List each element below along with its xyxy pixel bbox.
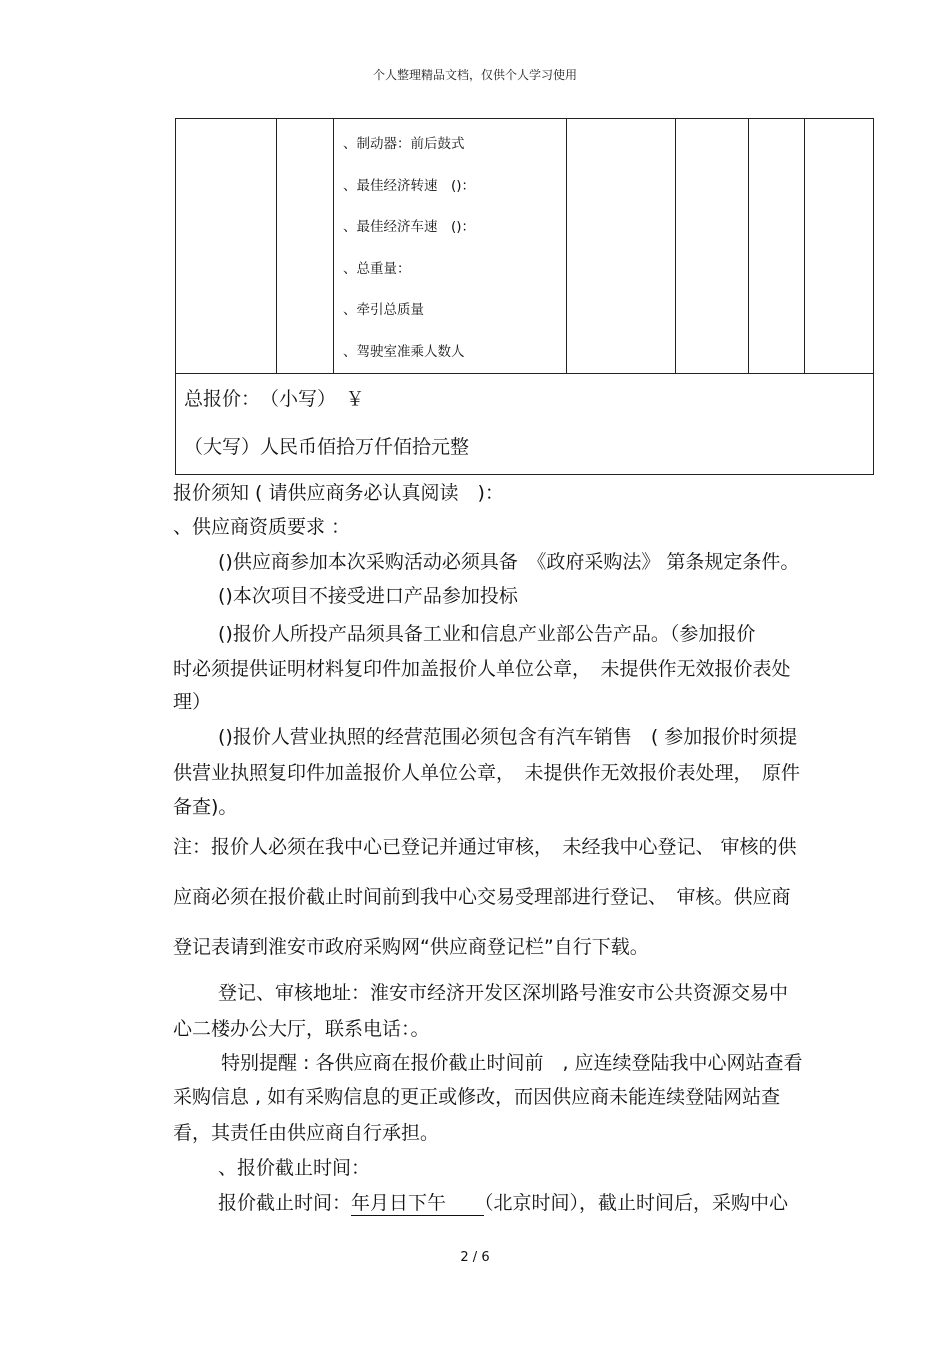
table-cell bbox=[277, 119, 334, 374]
spec-line: 、总重量： bbox=[343, 260, 411, 277]
item3-line: 时必须提供证明材料复印件加盖报价人单位公章， 未提供作无效报价表处 bbox=[173, 658, 791, 680]
spec-row bbox=[176, 119, 874, 374]
page-number: 2 / 6 bbox=[460, 1250, 490, 1265]
table-cell bbox=[676, 119, 749, 374]
total-price-upper: （大写）人民币佰拾万仟佰拾元整 bbox=[184, 436, 470, 458]
spec-line: 、驾驶室准乘人数人 bbox=[343, 343, 465, 360]
table-cell bbox=[567, 119, 676, 374]
note-line: 应商必须在报价截止时间前到我中心交易受理部进行登记、 审核。供应商 bbox=[173, 886, 791, 908]
section2-heading: 、报价截止时间： bbox=[218, 1157, 371, 1179]
total-price-cell bbox=[176, 374, 874, 475]
spec-list bbox=[334, 119, 566, 373]
item3-line: ()报价人所投产品须具备工业和信息产业部公告产品。（参加报价 bbox=[218, 623, 756, 645]
address-line: 心二楼办公大厅，联系电话：。 bbox=[173, 1018, 430, 1040]
deadline-label: 报价截止时间： bbox=[218, 1192, 352, 1214]
note-line: 注：报价人必须在我中心已登记并通过审核， 未经我中心登记、 审核的供 bbox=[173, 836, 797, 858]
table-cell bbox=[176, 119, 277, 374]
item3-line: 理） bbox=[173, 691, 212, 713]
item2-text: ()本次项目不接受进口产品参加投标 bbox=[218, 585, 518, 607]
total-row bbox=[176, 374, 874, 475]
notice-title: 报价须知 ( 请供应商务必认真阅读 )： bbox=[173, 482, 504, 504]
reminder-line: 看，其责任由供应商自行承担。 bbox=[173, 1122, 440, 1144]
spec-line: 、最佳经济转速 ()： bbox=[343, 177, 476, 194]
item1-text: ()供应商参加本次采购活动必须具备 《政府采购法》 第条规定条件。 bbox=[218, 551, 800, 573]
reminder-line: 采购信息 , 如有采购信息的更正或修改，而因供应商未能连续登陆网站查 bbox=[173, 1086, 781, 1108]
section1-heading: 、供应商资质要求 ： bbox=[173, 516, 351, 538]
deadline-line bbox=[218, 1188, 788, 1215]
spec-line: 、制动器：前后鼓式 bbox=[343, 136, 465, 152]
total-price-lower: 总报价： （小写） ￥ bbox=[184, 388, 365, 410]
table-cell bbox=[805, 119, 874, 374]
spec-line: 、最佳经济车速 ()： bbox=[343, 219, 476, 235]
spec-cell bbox=[334, 119, 567, 374]
item4-line: 供营业执照复印件加盖报价人单位公章， 未提供作无效报价表处理， 原件 bbox=[173, 762, 801, 784]
reminder-line: 特别提醒 : 各供应商在报价截止时间前 , 应连续登陆我中心网站查看 bbox=[221, 1052, 803, 1074]
item4-line: ()报价人营业执照的经营范围必须包含有汽车销售 ( 参加报价时须提 bbox=[218, 726, 798, 748]
spec-line: 、牵引总质量 bbox=[343, 302, 424, 318]
page-header: 个人整理精品文档，仅供个人学习使用 bbox=[372, 68, 577, 82]
table-cell bbox=[749, 119, 805, 374]
deadline-value: 年月日下午 bbox=[351, 1192, 484, 1216]
spec-table bbox=[175, 118, 874, 475]
item4-line: 备查)。 bbox=[173, 796, 238, 818]
note-line: 登记表请到淮安市政府采购网“供应商登记栏”自行下载。 bbox=[173, 936, 649, 958]
deadline-rest: （北京时间），截止时间后，采购中心 bbox=[484, 1192, 789, 1214]
address-line: 登记、审核地址：淮安市经济开发区深圳路号淮安市公共资源交易中 bbox=[218, 982, 789, 1004]
